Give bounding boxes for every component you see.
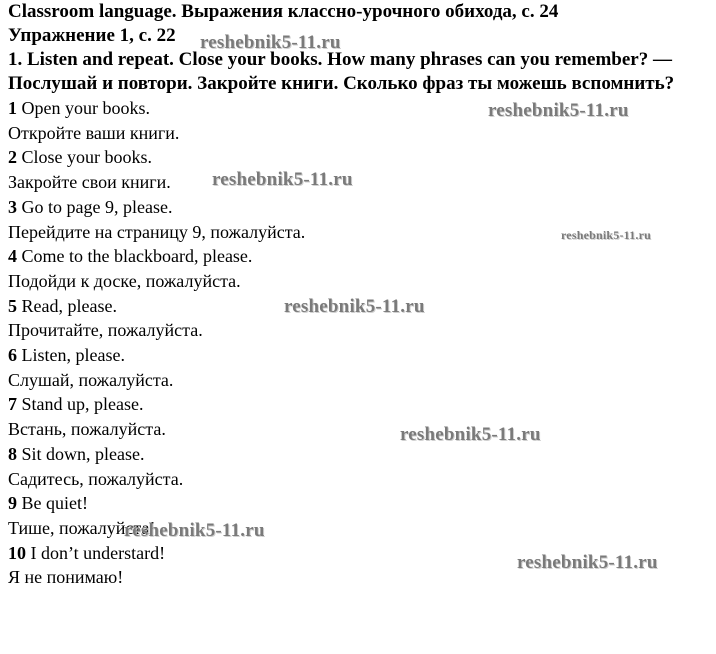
phrase-en-2 xyxy=(8,145,708,170)
watermark: reshebnik5-11.ru xyxy=(124,520,265,541)
watermark: reshebnik5-11.ru xyxy=(488,100,629,121)
phrase-number: 2 xyxy=(8,147,17,168)
page-title: Classroom language. Выражения классно-урочного обихода, с. 24 xyxy=(8,1,559,22)
phrase-english: Go to page 9, please. xyxy=(21,196,173,217)
phrase-number: 5 xyxy=(8,295,17,316)
watermark: reshebnik5-11.ru xyxy=(284,296,425,317)
phrase-ru-6: Слушай, пожалуйста. xyxy=(8,369,174,390)
phrase-english: I don’t understard! xyxy=(30,542,166,563)
watermark: reshebnik5-11.ru xyxy=(517,552,658,573)
phrase-ru-10: Я не понимаю! xyxy=(8,567,124,588)
phrase-number: 9 xyxy=(8,493,17,514)
watermark: reshebnik5-11.ru xyxy=(561,228,651,242)
phrase-english: Sit down, please. xyxy=(21,443,145,464)
phrase-number: 10 xyxy=(8,542,26,563)
phrase-number: 3 xyxy=(8,196,17,217)
phrase-english: Listen, please. xyxy=(21,345,125,366)
phrase-english: Come to the blackboard, please. xyxy=(21,246,253,267)
watermark: reshebnik5-11.ru xyxy=(200,32,341,53)
phrase-en-9 xyxy=(8,491,708,516)
phrase-ru-2: Закройте свои книги. xyxy=(8,172,171,193)
phrase-ru-4: Подойди к доске, пожалуйста. xyxy=(8,270,241,291)
watermark: reshebnik5-11.ru xyxy=(400,424,541,445)
exercise-instruction: 1. Listen and repeat. Close your books. How many phrases can you remember? — Послушай и повтори. Закройте книги. Сколько фраз ты можешь вспомнить? xyxy=(8,49,675,94)
phrase-english: Close your books. xyxy=(21,147,152,168)
exercise-heading: Упражнение 1, с. 22 xyxy=(8,25,176,46)
phrase-english: Open your books. xyxy=(21,98,150,118)
phrase-en-7 xyxy=(8,392,708,417)
phrase-number: 7 xyxy=(8,394,17,415)
phrase-number: 6 xyxy=(8,345,17,366)
phrase-number: 4 xyxy=(8,246,17,267)
phrase-ru-3: Перейдите на страницу 9, пожалуйста. xyxy=(8,221,306,242)
phrase-ru-7: Встань, пожалуйста. xyxy=(8,419,166,440)
phrase-number: 8 xyxy=(8,443,17,464)
phrase-en-3 xyxy=(8,195,708,220)
phrase-en-8 xyxy=(8,442,708,467)
phrase-ru-8: Садитесь, пожалуйста. xyxy=(8,468,184,489)
phrase-en-4 xyxy=(8,244,708,269)
phrase-english: Be quiet! xyxy=(21,493,88,514)
phrase-number: 1 xyxy=(8,98,17,118)
phrase-en-6 xyxy=(8,343,708,368)
phrase-ru-9: Тише, пожалуйста! xyxy=(8,517,156,538)
phrase-english: Read, please. xyxy=(21,295,117,316)
phrase-english: Stand up, please. xyxy=(21,394,144,415)
phrase-ru-1: Откройте ваши книги. xyxy=(8,122,180,143)
watermark: reshebnik5-11.ru xyxy=(212,169,353,190)
phrase-ru-5: Прочитайте, пожалуйста. xyxy=(8,320,203,341)
